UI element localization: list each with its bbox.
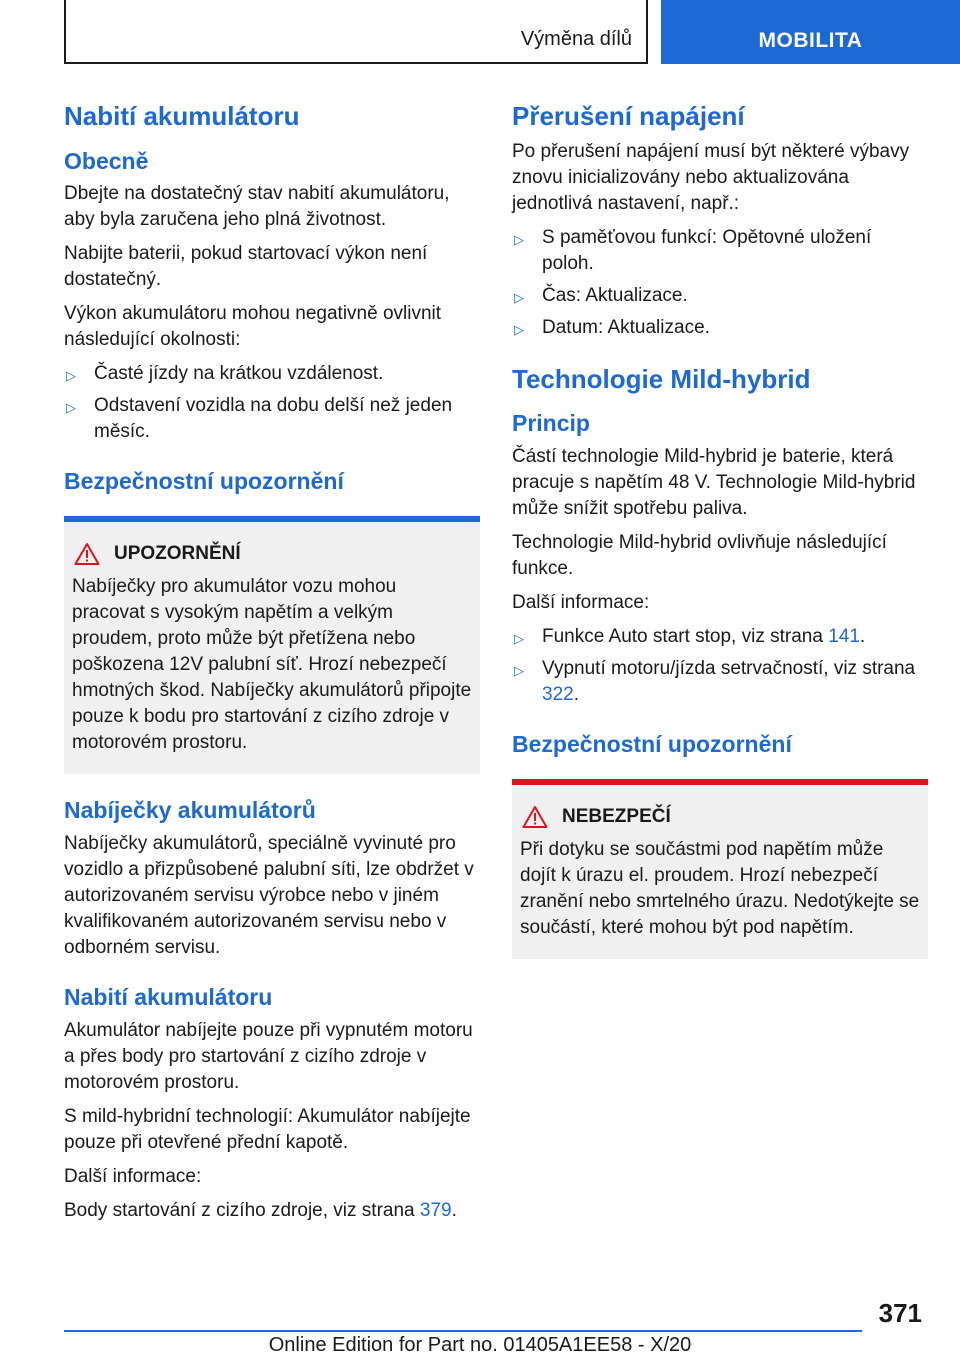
paragraph: S mild-hybridní technologií: Akumulátor nabíjejte pouze při otevřené přední kapotě. <box>64 1105 471 1153</box>
section-title: Technologie Mild-hybrid <box>512 363 811 394</box>
page-header <box>0 0 960 66</box>
page-link[interactable]: 141 <box>828 625 860 647</box>
subheading-principle: Princip <box>512 410 590 436</box>
header-section-box <box>64 0 648 64</box>
bullet-list <box>512 225 928 341</box>
header-section-title: Výměna dílů <box>520 28 632 50</box>
list-item: ▷ Funkce Auto start stop, viz strana 141. <box>512 624 928 650</box>
page-link[interactable]: 322 <box>542 683 574 705</box>
paragraph: Další informace: <box>64 1165 202 1187</box>
page-number: 371 <box>878 1298 922 1328</box>
triangle-right-icon: ▷ <box>66 400 76 416</box>
triangle-right-icon: ▷ <box>514 630 524 646</box>
list-item: ▷ Datum: Aktualizace. <box>512 315 928 341</box>
subheading-charging: Nabití akumulátoru <box>64 983 273 1010</box>
section-title: Přerušení napájení <box>512 101 745 131</box>
warning-box <box>64 516 480 774</box>
warning-label: UPOZORNĚNÍ <box>114 543 241 564</box>
warning-text: Nabíječky pro akumulátor vozu mohou pracovat s vysokým napětím a velkým proudem, proto může být přetížena nebo poškozena 12V palubní síť. Hrozí nebezpečí hmotných škod. Nabíječky akumulátorů připojte pouze k bodu pro startování z cizího zdroje v motorovém prostoru. <box>72 576 472 753</box>
paragraph: Technologie Mild-hybrid ovlivňuje následující funkce. <box>512 531 887 579</box>
list-item: ▷ Čas: Aktualizace. <box>512 283 928 309</box>
danger-box <box>512 779 928 959</box>
subheading-chargers: Nabíječky akumulátorů <box>64 797 316 823</box>
bullet-list <box>64 361 480 445</box>
left-column <box>64 100 480 1232</box>
paragraph-reference: Body startování z cizího zdroje, viz strana 379. <box>64 1199 457 1221</box>
footer-edition: Online Edition for Part no. 01405A1EE58 - X/20 <box>268 1334 692 1356</box>
footer-divider <box>64 1330 862 1332</box>
bullet-list <box>512 624 928 708</box>
page-link[interactable]: 379 <box>419 1199 452 1221</box>
subheading-safety: Bezpečnostní upozornění <box>512 730 792 757</box>
triangle-right-icon: ▷ <box>514 231 524 247</box>
triangle-right-icon: ▷ <box>514 321 524 337</box>
right-column <box>512 100 928 959</box>
paragraph: Akumulátor nabíjejte pouze při vypnutém motoru a přes body pro startování z cizího zdroje v motorovém prostoru. <box>64 1019 473 1093</box>
triangle-right-icon: ▷ <box>66 368 76 384</box>
subheading-safety: Bezpečnostní upozornění <box>64 468 344 495</box>
warning-triangle-icon <box>74 542 100 566</box>
section-title: Nabití akumulátoru <box>64 101 300 131</box>
list-item: ▷ Časté jízdy na krátkou vzdálenost. <box>64 361 480 387</box>
header-chapter-tab: MOBILITA <box>661 0 960 64</box>
paragraph: Další informace: <box>512 591 650 613</box>
warning-triangle-icon <box>522 805 548 829</box>
paragraph: Částí technologie Mild-hybrid je baterie, která pracuje s napětím 48 V. Technologie Mild-hybrid může snížit spotřebu paliva. <box>512 445 916 519</box>
triangle-right-icon: ▷ <box>514 662 524 678</box>
danger-text: Při dotyku se součástmi pod napětím může dojít k úrazu el. proudem. Hrozí nebezpečí zranění nebo smrtelného úrazu. Nedotýkejte se součástí, které mohou být pod napětím. <box>520 838 920 938</box>
paragraph: Výkon akumulátoru mohou negativně ovlivnit následující okolnosti: <box>64 303 442 351</box>
triangle-right-icon: ▷ <box>514 289 524 305</box>
paragraph: Dbejte na dostatečný stav nabití akumulátoru, aby byla zaručena jeho plná životnost. <box>64 183 450 231</box>
danger-label: NEBEZPEČÍ <box>562 805 671 827</box>
subheading-general: Obecně <box>64 147 149 174</box>
paragraph: Nabíječky akumulátorů, speciálně vyvinuté pro vozidlo a přizpůsobené palubní síti, lze obdržet v autorizovaném servisu výrobce nebo v jiném kvalifikovaném autorizovaném servisu nebo v odborném servisu. <box>64 832 474 958</box>
list-item: ▷ Odstavení vozidla na dobu delší než jeden měsíc. <box>66 395 453 443</box>
paragraph: Po přerušení napájení musí být některé výbavy znovu inicializovány nebo aktualizována jednotlivá nastavení, např.: <box>512 140 910 214</box>
list-item: ▷ Vypnutí motoru/jízda setrvačností, viz strana 322. <box>514 657 916 705</box>
list-item: ▷ S paměťovou funkcí: Opětovné uložení poloh. <box>514 226 872 274</box>
paragraph: Nabijte baterii, pokud startovací výkon není dostatečný. <box>64 243 428 291</box>
